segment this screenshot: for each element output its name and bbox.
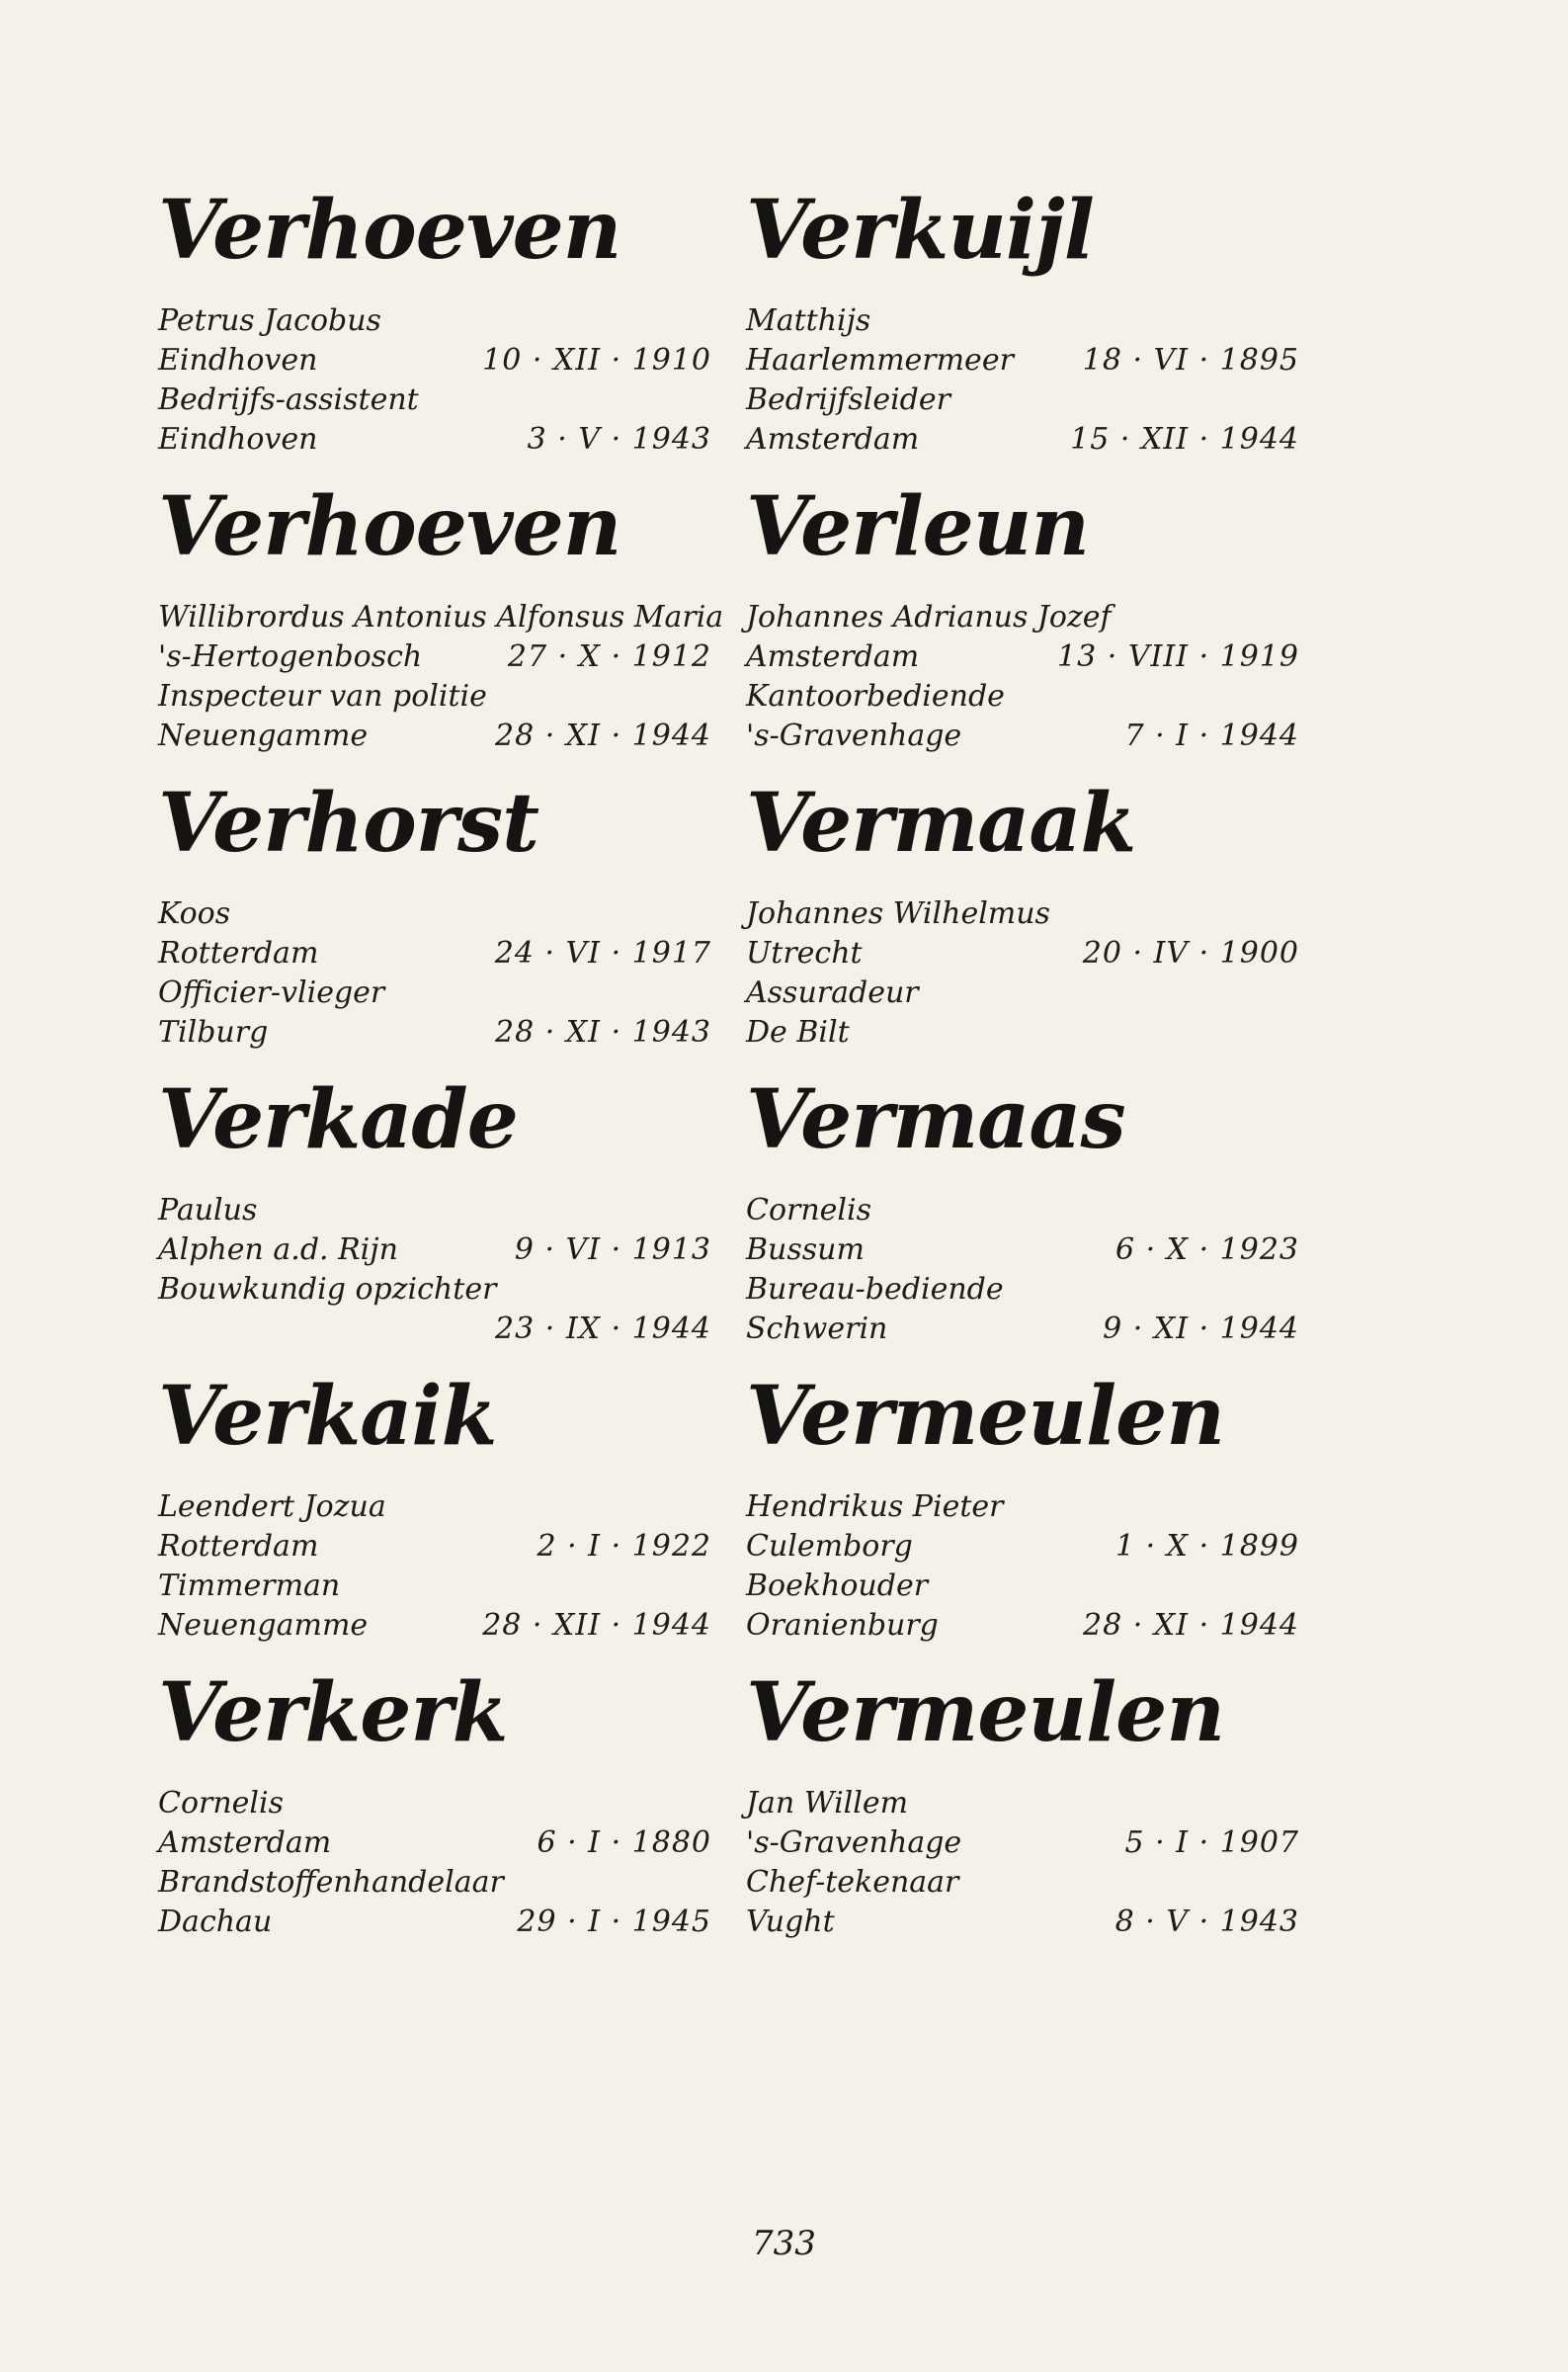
- occupation: Timmerman: [158, 1568, 341, 1603]
- death-place: De Bilt: [746, 1015, 850, 1050]
- entry: [158, 776, 711, 1072]
- occupation: Kantoorbediende: [746, 679, 1005, 714]
- entry: [746, 479, 1299, 776]
- given-names: Jan Willem: [746, 1786, 909, 1821]
- birth-date: 9 · VI · 1913: [514, 1232, 711, 1267]
- given-names: Paulus: [158, 1193, 258, 1228]
- occupation: Assuradeur: [746, 975, 919, 1010]
- death-date: 8 · V · 1943: [1114, 1905, 1299, 1939]
- death-date: 29 · I · 1945: [517, 1905, 711, 1939]
- given-names: Willibrordus Antonius Alfonsus Maria: [158, 600, 724, 635]
- surname: Verkuijl: [746, 183, 1094, 278]
- occupation: Chef-tekenaar: [746, 1865, 959, 1900]
- entry: [746, 776, 1299, 1072]
- birth-line: [746, 1527, 1299, 1567]
- surname: Vermaas: [746, 1072, 1125, 1167]
- surname: Vermaak: [746, 776, 1136, 871]
- given-names: Koos: [158, 896, 231, 931]
- death-line: [746, 1903, 1299, 1942]
- birth-place: Haarlemmermeer: [746, 343, 1014, 378]
- occupation: Bureau-bediende: [746, 1272, 1004, 1307]
- birth-line: [158, 341, 711, 381]
- death-line: [746, 1606, 1299, 1646]
- occupation: Bedrijfsleider: [746, 382, 950, 417]
- death-date: 28 · XI · 1943: [495, 1015, 711, 1050]
- surname: Verkerk: [158, 1665, 508, 1760]
- birth-line: [746, 934, 1299, 974]
- death-date: 7 · I · 1944: [1124, 719, 1299, 753]
- surname: Vermeulen: [746, 1665, 1224, 1760]
- given-names: Johannes Adrianus Jozef: [746, 600, 1112, 635]
- surname: Verkade: [158, 1072, 518, 1167]
- birth-date: 6 · I · 1880: [536, 1825, 711, 1860]
- birth-place: Bussum: [746, 1232, 865, 1267]
- death-place: Neuengamme: [158, 1608, 369, 1643]
- birth-date: 6 · X · 1923: [1114, 1232, 1299, 1267]
- death-place: Vught: [746, 1905, 835, 1939]
- birth-place: Eindhoven: [158, 343, 318, 378]
- occupation: Inspecteur van politie: [158, 679, 487, 714]
- death-date: 3 · V · 1943: [527, 422, 711, 457]
- entry: [746, 1369, 1299, 1665]
- birth-date: 1 · X · 1899: [1114, 1529, 1299, 1564]
- occupation: Brandstoffenhandelaar: [158, 1865, 504, 1900]
- birth-date: 18 · VI · 1895: [1082, 343, 1299, 378]
- death-line: [158, 1903, 711, 1942]
- death-place: Dachau: [158, 1905, 273, 1939]
- birth-line: [746, 341, 1299, 381]
- death-date: 28 · XI · 1944: [1083, 1608, 1299, 1643]
- death-line: [746, 420, 1299, 460]
- entry: [158, 1369, 711, 1665]
- birth-place: Rotterdam: [158, 1529, 319, 1564]
- entry: [158, 479, 724, 776]
- birth-place: Alphen a.d. Rijn: [158, 1232, 398, 1267]
- death-line: [746, 1013, 1299, 1053]
- surname: Verhoeven: [158, 479, 621, 574]
- given-names: Johannes Wilhelmus: [746, 896, 1050, 931]
- birth-line: [158, 1823, 711, 1863]
- birth-place: 's-Hertogenbosch: [158, 639, 423, 674]
- given-names: Cornelis: [158, 1786, 285, 1821]
- entry: [746, 183, 1299, 479]
- birth-date: 20 · IV · 1900: [1082, 936, 1299, 971]
- surname: Verkaik: [158, 1369, 497, 1464]
- occupation: Boekhouder: [746, 1568, 929, 1603]
- entry: [746, 1665, 1299, 1962]
- birth-line: [158, 934, 711, 974]
- death-line: [158, 420, 711, 460]
- birth-date: 27 · X · 1912: [507, 639, 711, 674]
- death-date: 28 · XII · 1944: [482, 1608, 711, 1643]
- occupation: Bouwkundig opzichter: [158, 1272, 497, 1307]
- birth-place: Utrecht: [746, 936, 863, 971]
- page-number: 733: [752, 2224, 816, 2263]
- right-column: [746, 183, 1299, 1962]
- death-place: Tilburg: [158, 1015, 269, 1050]
- death-date: 28 · XI · 1944: [495, 719, 711, 753]
- death-line: [158, 1310, 711, 1349]
- given-names: Leendert Jozua: [158, 1489, 386, 1524]
- occupation: Officier-vlieger: [158, 975, 385, 1010]
- entry: [158, 183, 711, 479]
- given-names: Cornelis: [746, 1193, 872, 1228]
- birth-date: 13 · VIII · 1919: [1057, 639, 1299, 674]
- left-column: [158, 183, 724, 1962]
- death-line: [746, 717, 1299, 756]
- birth-date: 10 · XII · 1910: [482, 343, 711, 378]
- birth-place: Rotterdam: [158, 936, 319, 971]
- given-names: Matthijs: [746, 303, 871, 338]
- entry: [158, 1665, 711, 1962]
- given-names: Hendrikus Pieter: [746, 1489, 1004, 1524]
- birth-line: [746, 1823, 1299, 1863]
- birth-date: 2 · I · 1922: [536, 1529, 711, 1564]
- death-place: Schwerin: [746, 1312, 888, 1346]
- death-date: 23 · IX · 1944: [495, 1312, 711, 1346]
- death-line: [158, 1606, 711, 1646]
- birth-place: Amsterdam: [158, 1825, 332, 1860]
- birth-date: 24 · VI · 1917: [494, 936, 711, 971]
- birth-line: [746, 1230, 1299, 1270]
- birth-line: [158, 637, 711, 677]
- death-date: 15 · XII · 1944: [1070, 422, 1299, 457]
- entry: [158, 1072, 711, 1369]
- surname: Verhoeven: [158, 183, 621, 278]
- birth-line: [158, 1527, 711, 1567]
- death-line: [746, 1310, 1299, 1349]
- death-place: Neuengamme: [158, 719, 369, 753]
- birth-place: 's-Gravenhage: [746, 1825, 962, 1860]
- death-place: 's-Gravenhage: [746, 719, 962, 753]
- birth-line: [746, 637, 1299, 677]
- surname: Verleun: [746, 479, 1090, 574]
- birth-date: 5 · I · 1907: [1124, 1825, 1299, 1860]
- surname: Vermeulen: [746, 1369, 1224, 1464]
- death-place: Eindhoven: [158, 422, 318, 457]
- occupation: Bedrijfs-assistent: [158, 382, 419, 417]
- death-line: [158, 717, 711, 756]
- birth-place: Amsterdam: [746, 639, 920, 674]
- death-place: Amsterdam: [746, 422, 920, 457]
- death-line: [158, 1013, 711, 1053]
- birth-place: Culemborg: [746, 1529, 913, 1564]
- birth-line: [158, 1230, 711, 1270]
- death-place: Oranienburg: [746, 1608, 939, 1643]
- surname: Verhorst: [158, 776, 539, 871]
- entry: [746, 1072, 1299, 1369]
- death-date: 9 · XI · 1944: [1103, 1312, 1299, 1346]
- given-names: Petrus Jacobus: [158, 303, 381, 338]
